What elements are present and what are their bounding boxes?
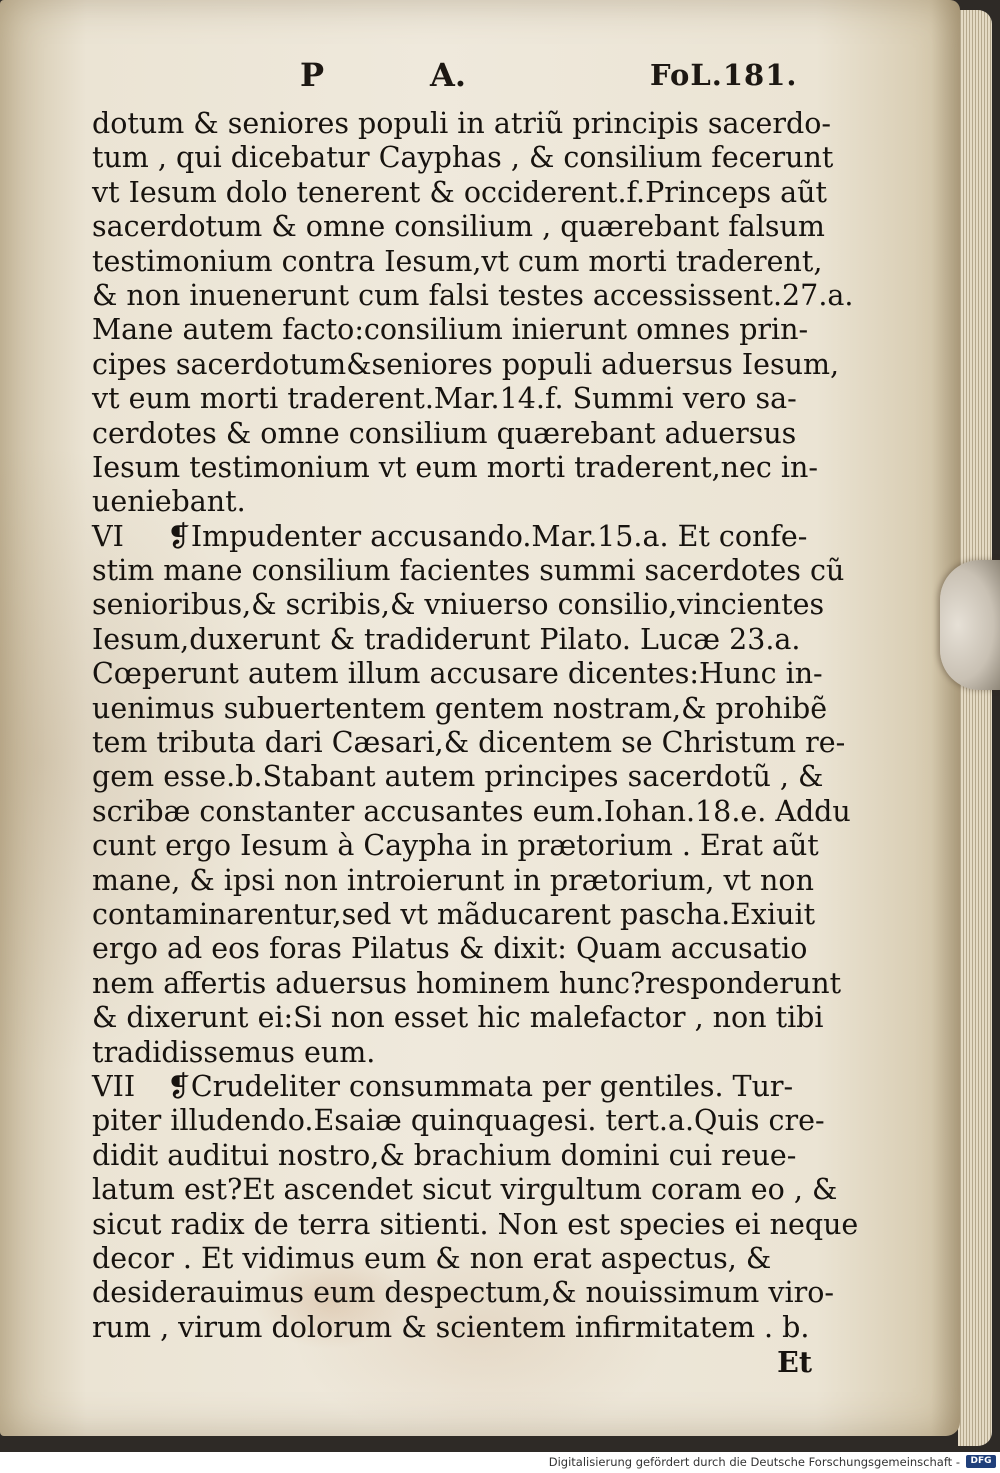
text-line: didit auditui nostro,& brachium domini cui reue- — [92, 1138, 797, 1172]
text-line: contaminarentur,sed vt mãducarent pascha.Exiuit — [92, 897, 816, 931]
text-line: scribæ constanter accusantes eum.Iohan.18.e. Addu — [92, 794, 851, 828]
section-6-heading: ❡Impudenter accusando.Mar.15.a. Et confe- — [167, 519, 808, 553]
text-line: sacerdotum & omne consilium , quærebant falsum — [92, 210, 825, 244]
text-line: Iesum,duxerunt & tradiderunt Pilato. Lucæ 23.a. — [92, 622, 801, 656]
text-line: testimonium contra Iesum,vt cum morti traderent, — [92, 244, 823, 278]
text-line: decor . Et vidimus eum & non erat aspectus, & — [92, 1241, 772, 1275]
text-line: piter illudendo.Esaiæ quinquagesi. tert.a.Quis cre- — [92, 1104, 825, 1138]
header-letter-a: A. — [430, 56, 466, 94]
text-line: ueniebant. — [92, 485, 246, 519]
text-line: mane, & ipsi non introierunt in prætorium, vt non — [92, 863, 814, 897]
section-number-7: VII — [92, 1069, 136, 1103]
text-line: desiderauimus eum despectum,& nouissimum viro- — [92, 1276, 834, 1310]
text-line: nem affertis aduersus hominem hunc?responderunt — [92, 966, 842, 1000]
footer-bar — [0, 1452, 1000, 1473]
text-line: stim mane consilium facientes summi sacerdotes cũ — [92, 554, 845, 588]
text-line: uenimus subuertentem gentem nostram,& prohibẽ — [92, 691, 828, 725]
text-line: sicut radix de terra sitienti. Non est species ei neque — [92, 1207, 859, 1241]
page-edges — [958, 10, 992, 1446]
main-text-block — [92, 107, 859, 1380]
catchword-line — [92, 1345, 812, 1379]
text-line: tradidissemus eum. — [92, 1035, 376, 1069]
section-7-heading: ❡Crudeliter consummata per gentiles. Tur- — [167, 1069, 794, 1103]
text-line: Mane autem facto:consilium inierunt omnes prin- — [92, 313, 809, 347]
folio-number: FoL.181. — [650, 58, 798, 92]
text-line: Cœperunt autem illum accusare dicentes:Hunc in- — [92, 657, 823, 691]
text-line: tem tributa dari Cæsari,& dicentem se Christum re- — [92, 726, 846, 760]
text-line: cunt ergo Iesum à Caypha in prætorium . Erat aũt — [92, 829, 819, 863]
catchword: Et — [777, 1345, 812, 1380]
text-line: cerdotes & omne consilium quærebant aduersus — [92, 416, 797, 450]
text-line: & non inuenerunt cum falsi testes accessissent.27.a. — [92, 278, 854, 312]
text-line: vt Iesum dolo tenerent & occiderent.f.Princeps aũt — [92, 175, 827, 209]
section-6-first-line — [92, 520, 812, 554]
text-line: senioribus,& scribis,& vniuerso consilio,vincientes — [92, 588, 825, 622]
text-line: vt eum morti traderent.Mar.14.f. Summi vero sa- — [92, 382, 797, 416]
page-clasp — [940, 560, 1000, 690]
text-line: gem esse.b.Stabant autem principes sacerdotũ , & — [92, 760, 824, 794]
header-letter-p: P — [300, 56, 325, 94]
text-line: & dixerunt ei:Si non esset hic malefactor , non tibi — [92, 1001, 824, 1035]
section-number-6: VI — [92, 519, 124, 553]
section-7-first-line — [92, 1070, 812, 1104]
funding-credit: Digitalisierung gefördert durch die Deutsche Forschungsgemeinschaft - — [548, 1455, 960, 1469]
text-line: Iesum testimonium vt eum morti traderent,nec in- — [92, 450, 819, 484]
text-line: tum , qui dicebatur Cayphas , & consilium fecerunt — [92, 141, 834, 175]
text-line: rum , virum dolorum & scientem infirmitatem . b. — [92, 1310, 810, 1344]
text-line: ergo ad eos foras Pilatus & dixit: Quam accusatio — [92, 932, 808, 966]
text-line: latum est?Et ascendet sicut virgultum coram eo , & — [92, 1173, 838, 1207]
text-line: cipes sacerdotum&seniores populi aduersus Iesum, — [92, 347, 840, 381]
dfg-logo: DFG — [966, 1455, 996, 1468]
page-header — [90, 56, 798, 104]
text-line: dotum & seniores populi in atriũ principis sacerdo- — [92, 107, 831, 140]
